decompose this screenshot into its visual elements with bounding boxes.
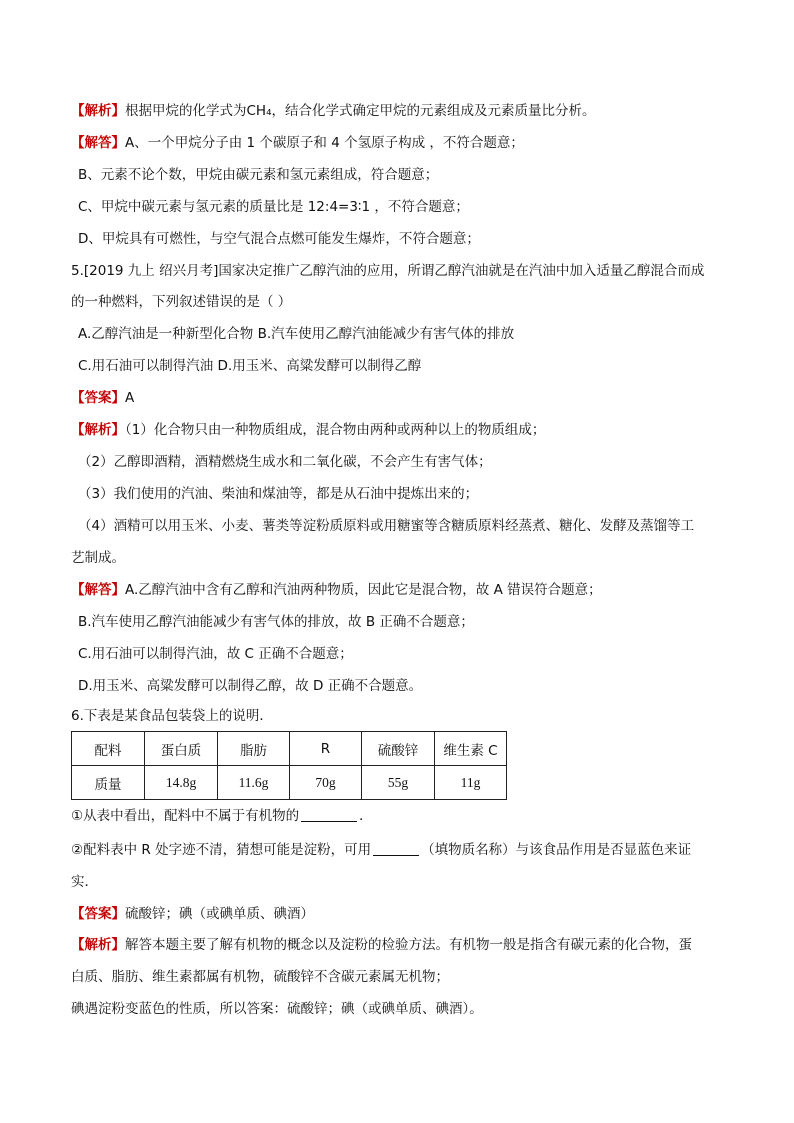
answer-line-a (71, 133, 524, 153)
table-cell: 硫酸锌 (362, 732, 435, 766)
answer-blank[interactable] (373, 841, 419, 856)
question-5-analysis-3 (78, 484, 478, 504)
line-text: C.用石油可以制得汽油 D.用玉米、高粱发酵可以制得乙醇 (78, 358, 422, 374)
answer-line-c (78, 197, 469, 217)
line-text: 6.下表是某食品包装袋上的说明． (71, 708, 273, 724)
line-text: 白质、脂肪、维生素都属有机物，硫酸锌不含碳元素属无机物； (71, 969, 449, 985)
line-text: （填物质名称）与该食品作用是否显蓝色来证 (421, 842, 692, 858)
question-5-analysis-4-cont (71, 548, 125, 568)
table-cell: 70g (290, 766, 362, 800)
section-tag: 【解答】 (71, 135, 125, 151)
line-text: （2）乙醇即酒精，酒精燃烧生成水和二氧化碳，不会产生有害气体； (78, 454, 492, 470)
question-5-analysis-2 (78, 452, 492, 472)
line-text: 碘遇淀粉变蓝色的性质，所以答案：硫酸锌；碘（或碘单质、碘酒）。 (71, 1001, 483, 1017)
table-header-row (72, 732, 507, 766)
question-5-solution-a (71, 580, 602, 600)
line-text: 解答本题主要了解有机物的概念以及淀粉的检验方法。有机物一般是指含有碳元素的化合物，蛋 (125, 937, 692, 953)
answer-line-b (78, 165, 438, 185)
table-cell: R (290, 732, 362, 766)
question-5-stem-cont (71, 292, 291, 312)
table-cell: 11.6g (218, 766, 290, 800)
line-text: A、一个甲烷分子由 1 个碳原子和 4 个氢原子构成 ，不符合题意； (125, 135, 524, 151)
line-text: B、元素不论个数，甲烷由碳元素和氢元素组成，符合题意； (78, 167, 439, 183)
line-text: ①从表中看出，配料中不属于有机物的 (71, 808, 300, 824)
question-6-part-2-cont (71, 872, 98, 892)
question-5-solution-c (78, 644, 353, 664)
line-text: 5.[2019 九上 绍兴月考]国家决定推广乙醇汽油的应用，所谓乙醇汽油就是在汽油中加入适量乙醇混合而成 (71, 263, 705, 279)
question-6-part-2 (71, 840, 691, 860)
table-cell: 蛋白质 (145, 732, 218, 766)
section-tag: 【解析】 (71, 103, 125, 119)
question-6-analysis-1 (71, 935, 692, 955)
answer-blank[interactable] (301, 807, 357, 822)
table-row (72, 766, 507, 800)
question-5-answer (71, 388, 134, 408)
question-5-options-cd (78, 356, 421, 376)
table-cell: 11g (435, 766, 507, 800)
section-tag: 【解析】 (71, 937, 125, 953)
question-6-analysis-2 (71, 967, 449, 987)
line-text: 根据甲烷的化学式为CH₄，结合化学式确定甲烷的元素组成及元素质量比分析。 (125, 103, 596, 119)
line-text: ②配料表中 R 处字迹不清，猜想可能是淀粉，可用 (71, 842, 372, 858)
question-6-answer (71, 904, 314, 924)
question-5-solution-b (78, 612, 474, 632)
line-text: 的一种燃料，下列叙述错误的是（ ） (71, 294, 292, 310)
table-cell: 配料 (72, 732, 145, 766)
line-text: （4）酒精可以用玉米、小麦、薯类等淀粉质原料或用糖蜜等含糖质原料经蒸煮、糖化、发酵及蒸馏等工 (78, 518, 695, 534)
section-tag: 【解析】 (71, 422, 125, 438)
line-text: C、甲烷中碳元素与氢元素的质量比是 12:4=3∶1 ，不符合题意； (78, 199, 469, 215)
question-6-stem (71, 706, 273, 726)
line-text: A (125, 390, 135, 406)
line-text: D、甲烷具有可燃性，与空气混合点燃可能发生爆炸，不符合题意； (78, 231, 480, 247)
analysis-line-1 (71, 101, 596, 121)
question-5-analysis-1 (71, 420, 545, 440)
table-cell: 质量 (72, 766, 145, 800)
nutrition-table (71, 731, 507, 800)
line-text: 硫酸锌；碘（或碘单质、碘酒） (125, 906, 314, 922)
section-tag: 【答案】 (71, 390, 125, 406)
line-text: A.乙醇汽油中含有乙醇和汽油两种物质，因此它是混合物，故 A 错误符合题意； (125, 582, 602, 598)
table-cell: 维生素 C (435, 732, 507, 766)
line-text: B.汽车使用乙醇汽油能减少有害气体的排放，故 B 正确不合题意； (78, 614, 474, 630)
line-text: A.乙醇汽油是一种新型化合物 B.汽车使用乙醇汽油能减少有害气体的排放 (78, 326, 515, 342)
line-text: 艺制成。 (71, 550, 125, 566)
question-5-options-ab (78, 324, 514, 344)
table-cell: 14.8g (145, 766, 218, 800)
section-tag: 【解答】 (71, 582, 125, 598)
question-5-stem (71, 261, 704, 281)
line-text: 实． (71, 874, 98, 890)
section-tag: 【答案】 (71, 906, 125, 922)
line-text: C.用石油可以制得汽油，故 C 正确不合题意； (78, 646, 353, 662)
line-text: （1）化合物只由一种物质组成，混合物由两种或两种以上的物质组成； (125, 422, 546, 438)
line-text: （3）我们使用的汽油、柴油和煤油等，都是从石油中提炼出来的； (78, 486, 479, 502)
question-6-part-1 (71, 806, 373, 826)
question-5-analysis-4 (78, 516, 694, 536)
line-text: ． (359, 808, 373, 824)
table-cell: 55g (362, 766, 435, 800)
question-5-solution-d (78, 676, 422, 696)
answer-line-d (78, 229, 480, 249)
table-cell: 脂肪 (218, 732, 290, 766)
question-6-analysis-3 (71, 999, 483, 1019)
line-text: D.用玉米、高粱发酵可以制得乙醇，故 D 正确不合题意。 (78, 678, 423, 694)
